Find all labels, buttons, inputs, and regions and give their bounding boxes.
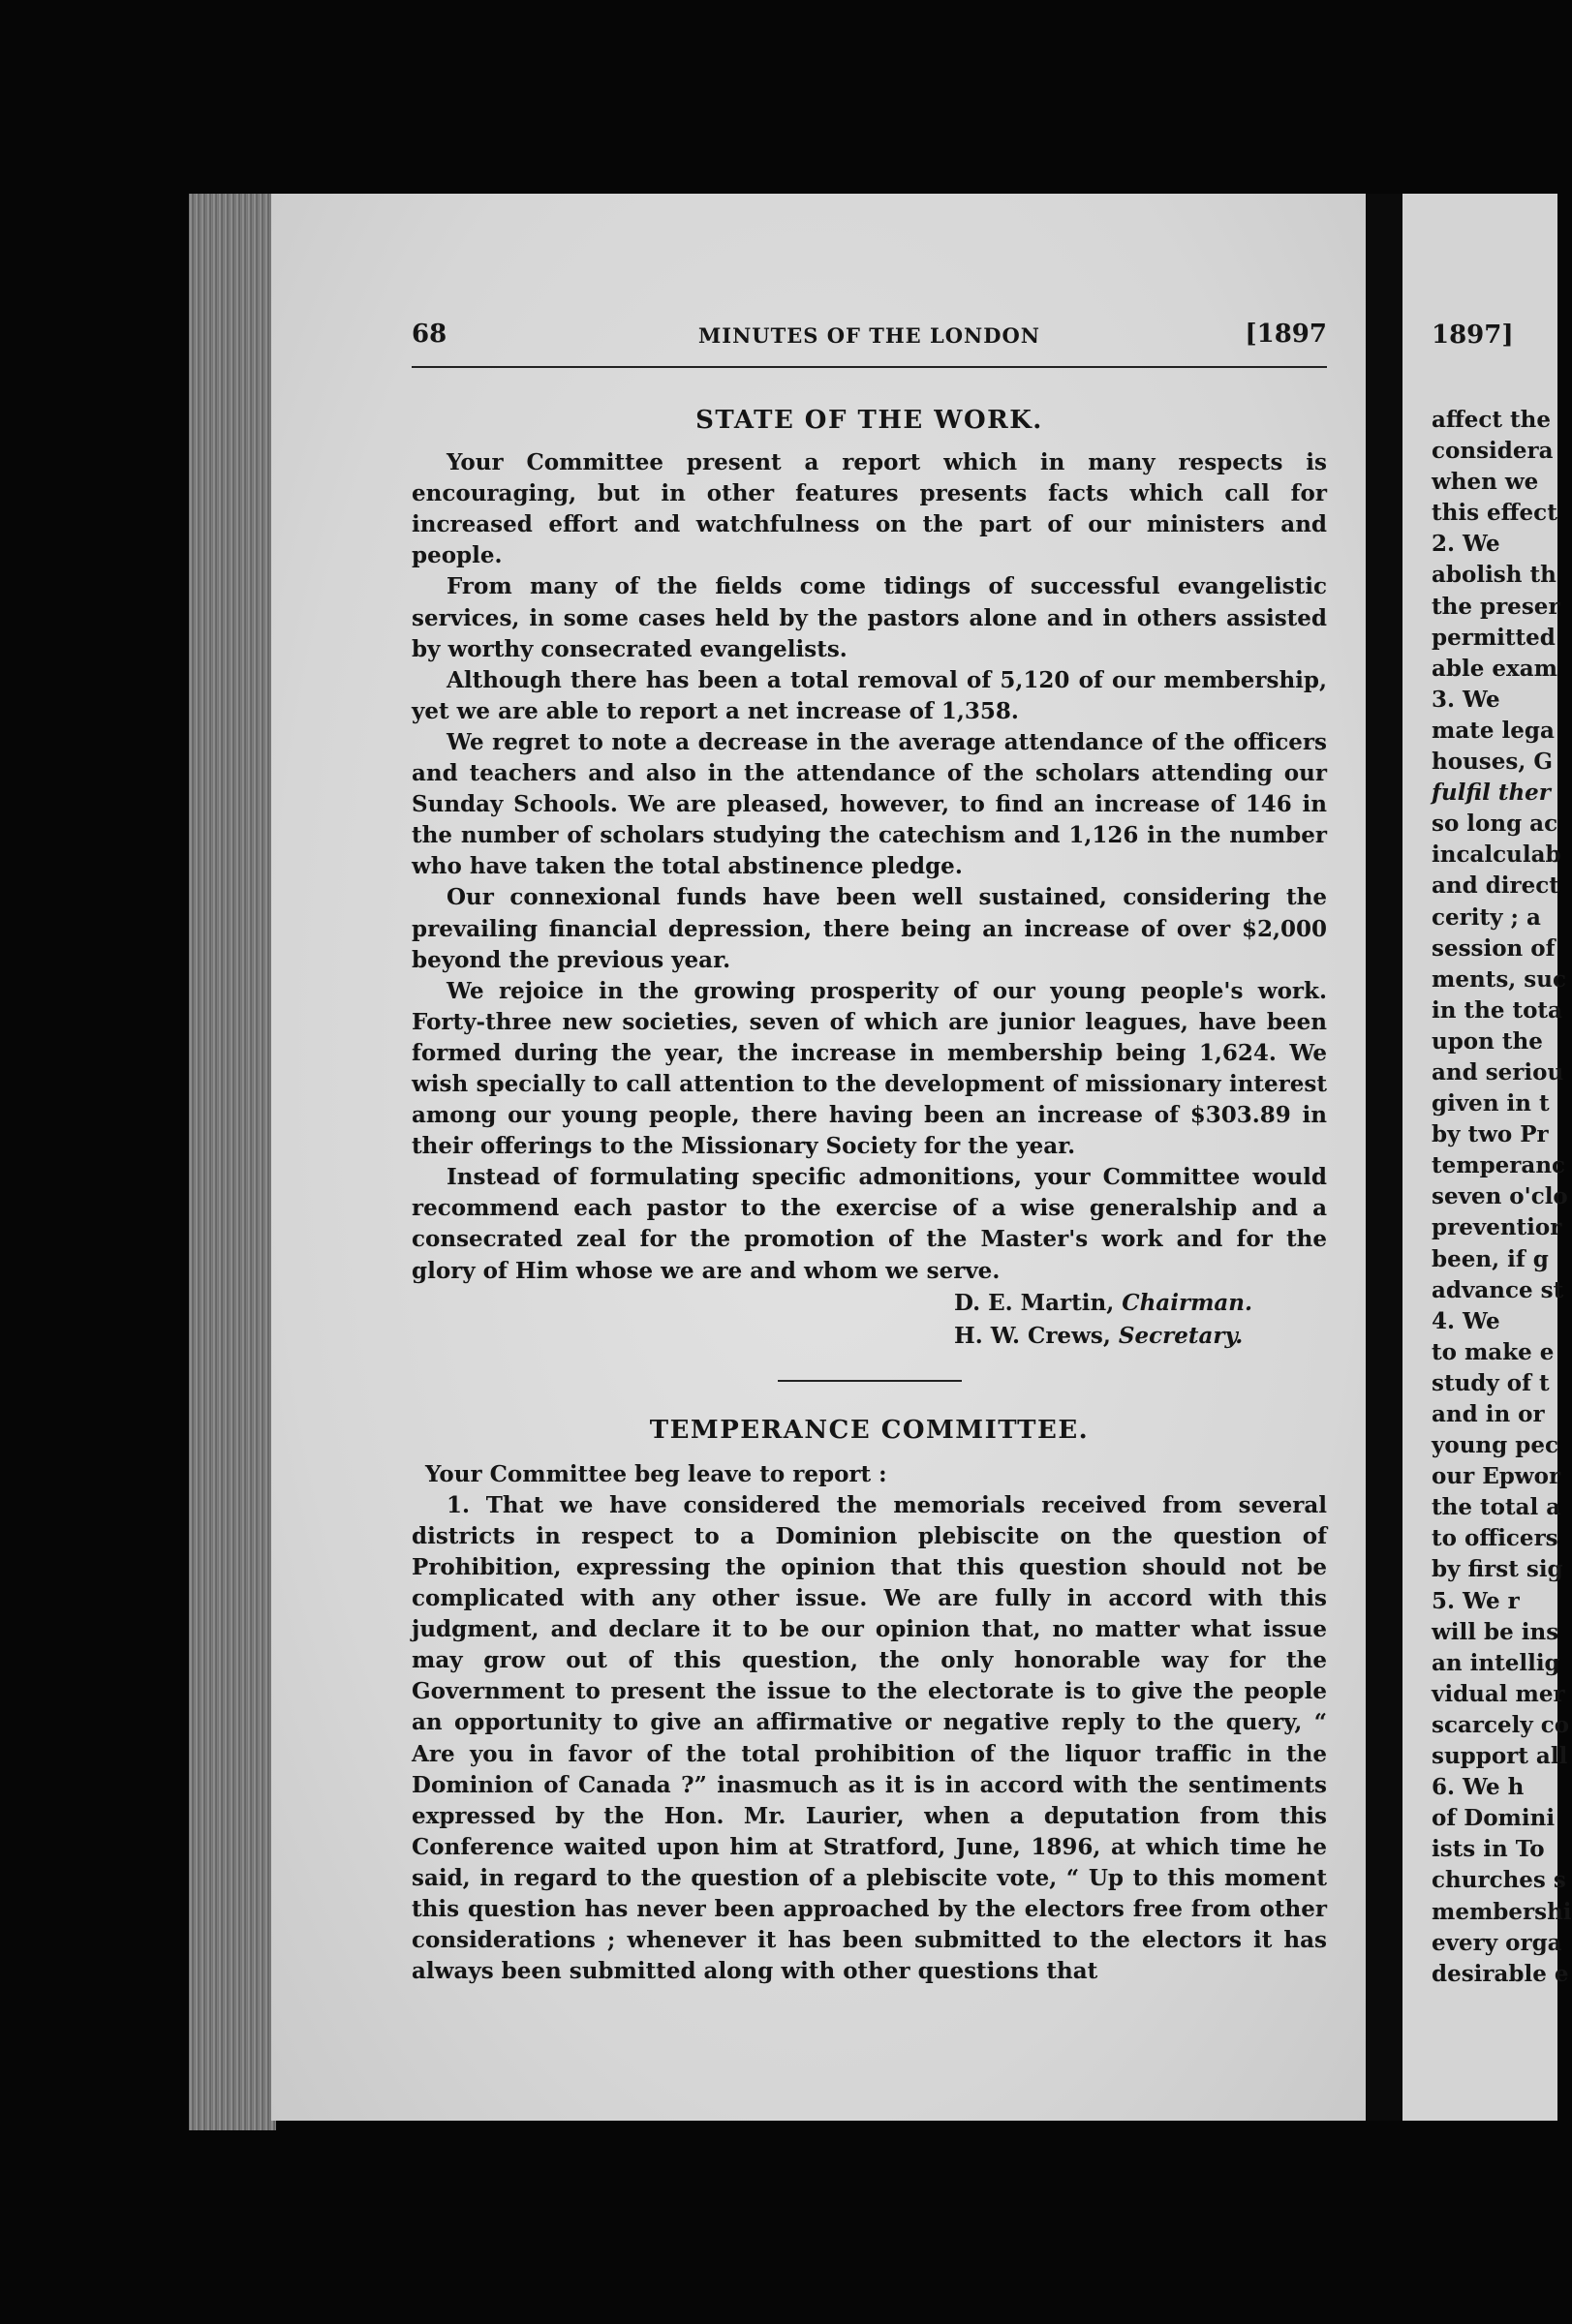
facing-page-lines [1432,405,1572,1990]
facing-page-line: able exam [1432,655,1557,682]
state-of-work-heading: STATE OF THE WORK. [695,406,1043,435]
paragraph: Instead of formulating specific admonitions, your Committee would recommend each pastor to the exercise of a wise generalship and a consecrated zeal for the promotion of the Master's work and for the glory of Him whose we are and whom we serve. [412,1164,1327,1284]
facing-page-line: abolish th [1432,562,1557,589]
facing-page-line: cerity ; a [1432,903,1541,931]
facing-page-line: given in t [1432,1090,1550,1117]
facing-page-line: considera [1432,438,1554,465]
book-page-edges [189,194,276,2130]
facing-page-line: support all [1432,1743,1568,1770]
facing-page-line: affect the [1432,407,1552,433]
paragraph: We rejoice in the growing prosperity of our young people's work. Forty-three new societies, seven of which are junior leagues, have been formed during the year, the increase in membership being 1,624. We wish specially to call attention to the development of missionary interest among our young people, there having been an increase of $303.89 in their offerings to the Missionary Society for the year. [412,977,1327,1160]
signature-chairman [954,1287,1327,1320]
facing-page-line: membershi [1432,1898,1572,1925]
facing-page-line: will be ins [1432,1618,1559,1645]
facing-page-line: to make e [1432,1338,1555,1365]
running-head [412,320,1327,368]
facing-page-line: to officers [1432,1525,1558,1552]
facing-page-line: and direct [1432,872,1559,900]
facing-page-line: an intellig [1432,1649,1560,1676]
facing-page-line: by two Pr [1432,1121,1549,1148]
facing-page-line: by first sig [1432,1556,1563,1583]
facing-page-line: every orga [1432,1929,1562,1956]
paragraph: From many of the fields come tidings of successful evangelistic services, in some cases held by the pastors alone and in others assisted by worthy consecrated evangelists. [412,573,1327,662]
signature-name: D. E. Martin, [954,1289,1115,1316]
signature-secretary [954,1320,1327,1353]
facing-page-line: churches s [1432,1867,1566,1894]
facing-page-line: advance st [1432,1276,1564,1303]
paragraph: We regret to note a decrease in the average attendance of the officers and teachers and also in the attendance of the scholars attending our Sunday Schools. We are pleased, however, to find an increase of 146 in the number of scholars studying the catechism and 1,126 in the number who have taken the total abstinence pledge. [412,728,1327,880]
facing-page-line: 5. We r [1432,1587,1520,1614]
facing-page-line: scarcely co [1432,1711,1570,1738]
facing-page-line: 6. We h [1432,1774,1525,1801]
facing-page-line: this effect [1432,500,1557,527]
facing-page-line: mate lega [1432,717,1555,744]
page-body [412,405,1327,1987]
facing-page-line: incalculab [1432,841,1561,869]
paragraph: Although there has been a total removal of 5,120 of our membership, yet we are able to report a net increase of 1,358. [412,666,1327,724]
facing-page-line: upon the [1432,1027,1543,1055]
signature-role: Secretary. [1118,1322,1244,1349]
temperance-paragraph-1: 1. That we have considered the memorials received from several districts in respect to a Dominion plebiscite on the question of Prohibition, expressing the opinion that this question should not be complicated with any other issue. We are fully in accord with this judgment, and declare it to be our opinion that, no matter what issue may grow out of this question, the only honorable way for the Government to present the issue to the electorate is to give the people an opportunity to give an affirmative or negative reply to the query, “ Are you in favor of the total prohibition of the liquor traffic in the Dominion of Canada ?” inasmuch as it is in accord with the sentiments expressed by the Hon. Mr. Laurier, when a deputation from this Conference waited upon him at Stratford, June, 1896, at which time he said, in regard to the question of a plebiscite vote, “ Up to this moment this question has never been approached by the electors free from other considerations ; whenever it has been submitted to the electors it has always been submitted along with other questions that [412,1491,1327,1985]
facing-page-line: 3. We [1432,686,1500,713]
facing-page-line: seven o'clo [1432,1183,1568,1210]
facing-page-line: permitted [1432,624,1556,651]
paragraph: Our connexional funds have been well sustained, considering the prevailing financial depression, there being an increase of over $2,000 beyond the previous year. [412,884,1327,973]
paragraph: Your Committee present a report which in many respects is encouraging, but in other features presents facts which call for increased effort and watchfulness on the part of our ministers and people. [412,449,1327,569]
facing-page-text [1432,320,1572,1990]
facing-page-line: and seriou [1432,1058,1564,1086]
facing-page-line: vidual mer [1432,1680,1565,1707]
facing-page-line: 2. We [1432,531,1500,558]
running-head-title: MINUTES OF THE LONDON [698,323,1040,348]
book-gutter [1366,194,1402,2121]
facing-page-line: when we [1432,469,1539,496]
signature-role: Chairman. [1122,1289,1253,1316]
temperance-heading: TEMPERANCE COMMITTEE. [649,1415,1090,1445]
signature-name: H. W. Crews, [954,1322,1111,1349]
facing-page-line: young pec [1432,1432,1558,1459]
facing-page-line: session of [1432,934,1556,962]
running-head-year: [1897 [1245,320,1327,349]
facing-page-line: 4. We [1432,1307,1500,1334]
facing-page-line: study of t [1432,1369,1550,1396]
page-number: 68 [412,320,447,349]
facing-page-line: the preser [1432,593,1560,620]
facing-page-line: been, if g [1432,1245,1549,1272]
facing-page-line: of Domini [1432,1805,1556,1832]
facing-page-line: ists in To [1432,1836,1545,1863]
facing-page-year: 1897] [1432,321,1514,350]
facing-page-line: fulfil ther [1432,780,1551,807]
facing-page-line: preventior [1432,1214,1562,1241]
facing-page-line: our Epwor [1432,1463,1561,1490]
facing-page-line: and in or [1432,1401,1545,1427]
facing-page-line: so long ac [1432,810,1558,838]
section-divider [778,1380,962,1382]
facing-page-line: the total a [1432,1494,1561,1521]
facing-page-line: temperanc [1432,1152,1566,1179]
temperance-intro: Your Committee beg leave to report : [425,1460,887,1487]
facing-page-line: ments, suc [1432,965,1566,993]
facing-page-line: houses, G [1432,749,1553,776]
facing-page-line: desirable e [1432,1960,1569,1987]
facing-page-line: in the tota [1432,996,1562,1024]
